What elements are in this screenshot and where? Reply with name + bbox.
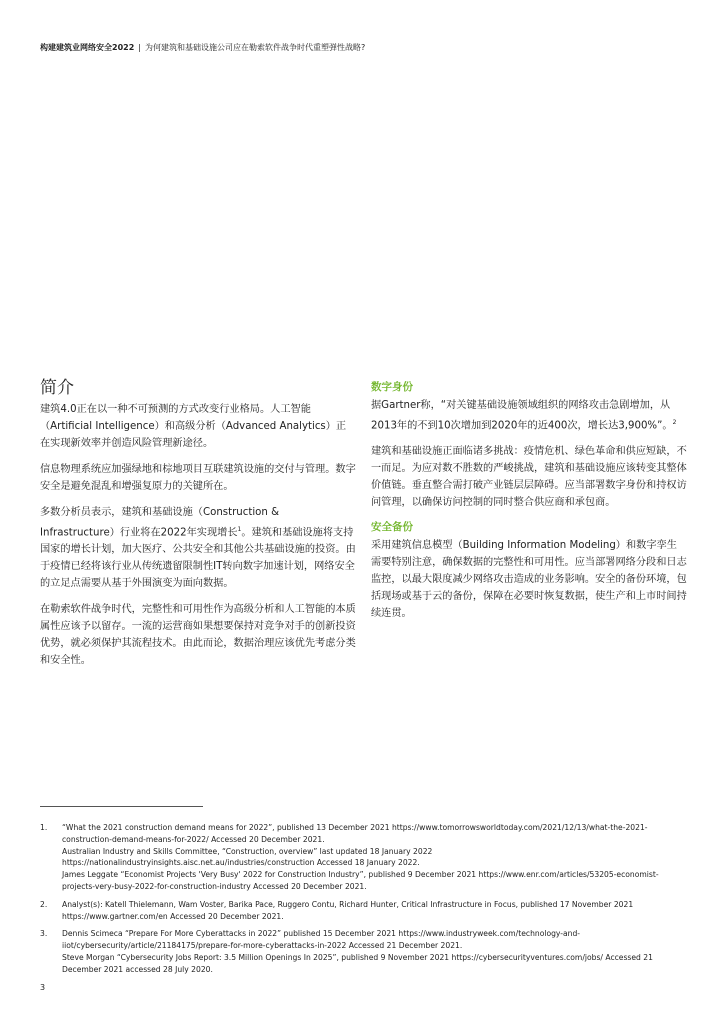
backup-heading: 安全备份 — [371, 521, 413, 534]
footnote-line: Steve Morgan “Cybersecurity Jobs Report: 3.5 Million Openings In 2025”, published 9 November 2021 https://cybersecurityventures.com/jobs/ Accessed 21 December 2021 accessed 28 July 2020. — [62, 952, 653, 974]
footnote-body — [62, 822, 680, 893]
footnote-item — [40, 899, 680, 923]
footnote-number: 3. — [40, 929, 48, 939]
footnote-ref-2: 2 — [672, 419, 677, 426]
footnotes — [40, 822, 680, 982]
intro-paragraph-4: 在勒索软件战争时代，完整性和可用性作为高级分析和人工智能的本质属性应该予以留存。一流的运营商如果想要保持对竞争对手的创新投资优势，就必须保护其流程技术。由此而论，数据治理应该优先考虑分类和安全性。 — [40, 604, 356, 667]
footnote-line: Dennis Scimeca “Prepare For More Cyberattacks in 2022” published 15 December 2021 https://www.industryweek.com/technology-and-iiot/cybersecurity/article/21184175/prepare-for-more-cyberattacks-in-2022 Accessed 21 December 2021. — [62, 929, 581, 951]
digital-identity-heading: 数字身份 — [371, 381, 413, 393]
footnote-ref-1: 1 — [237, 526, 242, 533]
left-column — [40, 378, 356, 678]
backup-paragraph-1: 采用建筑信息模型（Building Information Modeling）和数字孪生需要特别注意，确保数据的完整性和可用性。应当部署网络分段和日志监控，以最大限度减少网络攻击造成的业务影响。安全的备份环境，包括现场或基于云的备份，保障在必要时恢复数据，使生产和上市时间持续连贯。 — [371, 540, 687, 620]
report-title: 构建建筑业网络安全2022 — [40, 43, 135, 52]
intro-paragraph-3-text-a: 多数分析员表示，建筑和基础设施（Construction & Infrastructure）行业将在2022年实现增长 — [40, 507, 280, 539]
report-subtitle: 为何建筑和基础设施公司应在勒索软件战争时代重塑弹性战略? — [144, 43, 366, 52]
intro-paragraph-1: 建筑4.0正在以一种不可预测的方式改变行业格局。人工智能（Artificial Intelligence）和高级分析（Advanced Analytics）正在实现新效率并创造风险管理新途径。 — [40, 404, 347, 449]
digital-identity-paragraph-1-text: 据Gartner称，“对关键基础设施领域组织的网络攻击急剧增加，从2013年的不到10次增加到2020年的近400次，增长达3,900%”。 — [371, 400, 673, 432]
footnote-line: “What the 2021 construction demand means for 2022”, published 13 December 2021 https://www.tomorrowsworldtoday.com/2021/12/13/what-the-2021-construction-demand-means-for-2022/ Accessed 20 December 2021. — [62, 823, 648, 844]
footnote-body — [62, 899, 680, 923]
digital-identity-paragraph-1 — [371, 397, 687, 434]
footnote-item — [40, 928, 680, 975]
footnote-number: 2. — [40, 899, 48, 909]
page-number: 3 — [40, 983, 46, 992]
header-separator: | — [138, 43, 141, 52]
intro-paragraph-3-text-b: 。建筑和基础设施将支持国家的增长计划，加大医疗、公共安全和其他公共基础设施的投资。由于疫情已经将该行业从传统遗留限制性IT转向数字加速计划，网络安全的立足点需要从基于外围演变为面向数据。 — [40, 527, 356, 590]
running-header — [40, 42, 365, 53]
right-column — [371, 380, 687, 631]
footnote-body — [62, 928, 680, 975]
footnote-line: Australian Industry and Skills Committee, “Construction, overview” last updated 18 January 2022 https://nationalindustryinsights.aisc.net.au/industries/construction Accessed 18 January 2022. — [62, 846, 433, 868]
footnote-divider — [40, 806, 203, 807]
intro-paragraph-3 — [40, 504, 356, 592]
footnote-number: 1. — [40, 823, 48, 832]
intro-title: 简介 — [40, 378, 74, 398]
intro-paragraph-2: 信息物理系统应加强绿地和棕地项目互联建筑设施的交付与管理。数字安全是避免混乱和增强复原力的关键所在。 — [40, 464, 356, 492]
footnote-line: Analyst(s): Katell Thielemann, Wam Voster, Barika Pace, Ruggero Contu, Richard Hunter, Critical Infrastructure in Focus, published 17 November 2021 https://www.gartner.com/en Accessed 20 December 2021. — [62, 899, 634, 921]
digital-identity-paragraph-2: 建筑和基础设施正面临诸多挑战：疫情危机、绿色革命和供应短缺，不一而足。为应对数不胜数的严峻挑战，建筑和基础设施应该转变其整体价值链。垂直整合需打破产业链层层障碍。应当部署数字身份和持权访问管理，以确保访问控制的同时整合供应商和承包商。 — [371, 446, 687, 509]
footnote-line: James Leggate “Economist Projects 'Very Busy' 2022 for Construction Industry”, published 9 December 2021 https://www.enr.com/articles/53205-economist-projects-very-busy-2022-for-construction-industry Accessed 20 December 2021. — [62, 870, 659, 891]
footnote-item — [40, 822, 680, 893]
